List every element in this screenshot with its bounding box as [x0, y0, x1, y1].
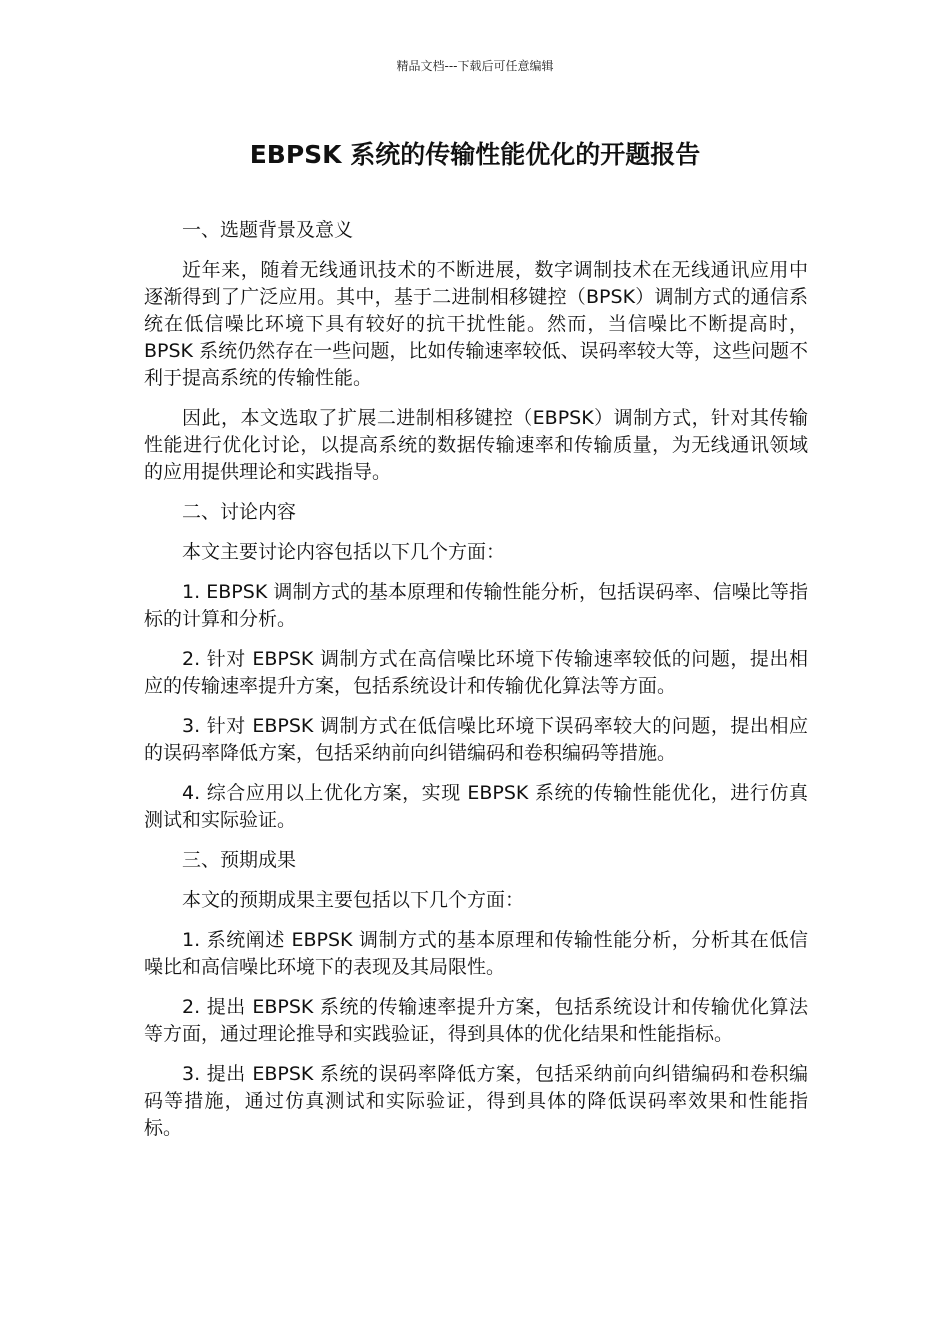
- document-body: [144, 217, 808, 1155]
- list-item-research-3: 3. 针对 EBPSK 调制方式在低信噪比环境下误码率较大的问题，提出相应的误码率降低方案，包括采纳前向纠错编码和卷积编码等措施。: [144, 715, 808, 764]
- list-item-results-2: 2. 提出 EBPSK 系统的传输速率提升方案，包括系统设计和传输优化算法等方面，通过理论推导和实践验证，得到具体的优化结果和性能指标。: [144, 996, 808, 1045]
- header-note: 精品文档---下载后可任意编辑: [396, 59, 554, 73]
- section-heading-background: 一、选题背景及意义: [182, 219, 354, 241]
- paragraph-results-intro: 本文的预期成果主要包括以下几个方面：: [182, 889, 525, 911]
- list-item-research-2: 2. 针对 EBPSK 调制方式在高信噪比环境下传输速率较低的问题，提出相应的传输速率提升方案，包括系统设计和传输优化算法等方面。: [144, 648, 808, 697]
- paragraph-background-1: 近年来，随着无线通讯技术的不断进展，数字调制技术在无线通讯应用中逐渐得到了广泛应用。其中，基于二进制相移键控（BPSK）调制方式的通信系统在低信噪比环境下具有较好的抗干扰性能。然而，当信噪比不断提高时，BPSK 系统仍然存在一些问题，比如传输速率较低、误码率较大等，这些问题不利于提高系统的传输性能。: [144, 259, 808, 389]
- paragraph-research-intro: 本文主要讨论内容包括以下几个方面：: [182, 541, 506, 563]
- list-item-research-4: 4. 综合应用以上优化方案，实现 EBPSK 系统的传输性能优化，进行仿真测试和实际验证。: [144, 782, 808, 831]
- section-heading-expected-results: 三、预期成果: [182, 849, 297, 871]
- section-heading-research-content: 二、讨论内容: [182, 501, 297, 523]
- paragraph-background-2: 因此，本文选取了扩展二进制相移键控（EBPSK）调制方式，针对其传输性能进行优化讨论，以提高系统的数据传输速率和传输质量，为无线通讯领域的应用提供理论和实践指导。: [144, 407, 808, 483]
- list-item-research-1: 1. EBPSK 调制方式的基本原理和传输性能分析，包括误码率、信噪比等指标的计算和分析。: [144, 581, 808, 630]
- list-item-results-3: 3. 提出 EBPSK 系统的误码率降低方案，包括采纳前向纠错编码和卷积编码等措施，通过仿真测试和实际验证，得到具体的降低误码率效果和性能指标。: [144, 1063, 808, 1139]
- document-title: EBPSK 系统的传输性能优化的开题报告: [249, 140, 701, 169]
- list-item-results-1: 1. 系统阐述 EBPSK 调制方式的基本原理和传输性能分析，分析其在低信噪比和高信噪比环境下的表现及其局限性。: [144, 929, 808, 978]
